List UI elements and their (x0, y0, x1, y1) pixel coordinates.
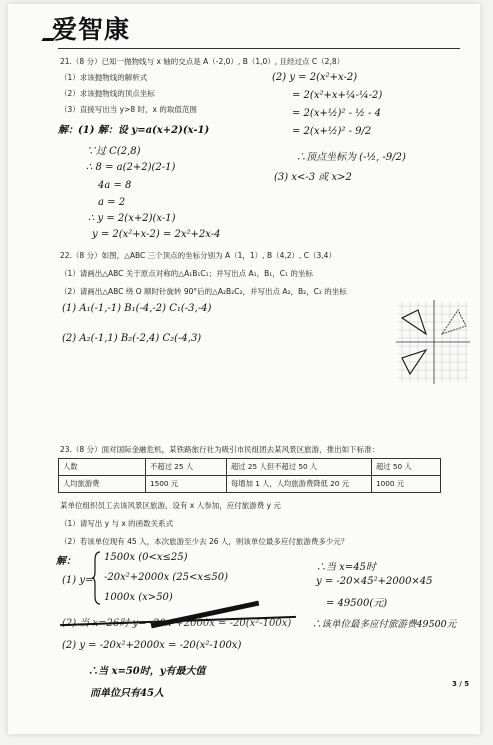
q22-hw-answer2: (2) A₂(-1,1) B₂(-2,4) C₂(-4,3) (62, 333, 202, 344)
table-cell: 超过 25 人但不超过 50 人 (227, 459, 372, 476)
table-cell: 不超过 25 人 (146, 459, 227, 476)
q23-hw-line: 解： (56, 556, 76, 567)
q22-sub1: （1）请画出△ABC 关于原点对称的△A₁B₁C₁；并写出点 A₁，B₁，C₁ 的坐标 (60, 269, 313, 278)
q23-hw-right: ∴该单位最多应付旅游费49500元 (312, 619, 457, 630)
q22-hw-answer1: (1) A₁(-1,-1) B₁(-4,-2) C₁(-3,-4) (62, 303, 212, 314)
q23-hw-line: ∴当 x=50时，y有最大值 (88, 666, 206, 677)
header-rule (58, 48, 460, 49)
q23-hw-struck-line: (2) 当 x=26时 y= -20x²+2000x = -20(x²-100x) (62, 618, 292, 629)
q23-sub1: （1）请写出 y 与 x 的函数关系式 (60, 519, 174, 528)
table-cell: 人数 (59, 459, 146, 476)
table-cell: 人均旅游费 (59, 476, 146, 493)
q21-hw-line: ∴ y = 2(x+2)(x-1) (88, 213, 176, 224)
q23-hw-right: ∴当 x=45时 (316, 562, 376, 573)
q21-hw-line: ∵过 C(2,8) (86, 146, 141, 157)
table-cell: 超过 50 人 (372, 459, 441, 476)
q21-sub1: （1）求该抛物线的解析式 (60, 73, 148, 82)
q21-hw-right: = 2(x²+x+¼-¼-2) (292, 90, 383, 101)
table-cell: 1500 元 (146, 476, 227, 493)
q21-hw-line: 4a = 8 (98, 180, 132, 191)
table-cell: 1000 元 (372, 476, 441, 493)
table-row (59, 476, 441, 493)
q23-note: 某单位组织员工去该风景区旅游，设有 x 人参加，应付旅游费 y 元 (60, 501, 281, 510)
q23-hw-line: (1) y= (62, 575, 94, 586)
table-cell: 每增加 1 人，人均旅游费降低 20 元 (227, 476, 372, 493)
q21-hw-right: ∴顶点坐标为 (-½, -9/2) (296, 152, 406, 163)
q22-title: 22.（8 分）如图，△ABC 三个顶点的坐标分别为 A（1，1）, B（4,2）, C（3,4） (60, 251, 336, 260)
q21-hw-line: a = 2 (98, 197, 126, 208)
fee-table (58, 458, 441, 493)
q21-sub2: （2）求该抛物线的顶点坐标 (60, 89, 155, 98)
q21-hw-right: (2) y = 2(x²+x-2) (272, 72, 358, 83)
q21-hw-right: (3) x<-3 或 x>2 (274, 172, 352, 183)
q23-title: 23.（8 分）面对国际金融危机，某铁路旅行社为吸引市民组团去某风景区旅游，推出如下标准： (60, 445, 380, 454)
q23-hw-right: = 49500(元) (326, 598, 388, 609)
page-number: 3 / 5 (452, 680, 470, 688)
q23-hw-line: -20x²+2000x (25<x≤50) (104, 572, 229, 583)
q21-sub3: （3）直接写出当 y>8 时，x 的取值范围 (60, 105, 197, 114)
coordinate-grid-figure (394, 298, 472, 386)
q21-hw-right: = 2(x+½)² - 9/2 (292, 126, 372, 137)
q21-hw-line: 解：(1) 解：设 y=a(x+2)(x-1) (58, 125, 210, 136)
table-row (59, 459, 441, 476)
q23-hw-right: y = -20×45²+2000×45 (316, 576, 433, 587)
q21-title: 21.（8 分）已知一抛物线与 x 轴的交点是 A（-2,0）, B（1,0）, 且经过点 C（2,8） (60, 57, 345, 66)
piecewise-brace (92, 550, 102, 606)
brand-logo: 爱智康 (52, 15, 131, 44)
q22-sub2: （2）请画出△ABC 绕 O 顺时针旋转 90°后的△A₂B₂C₂，并写出点 A₂，B₂，C₂ 的坐标 (60, 287, 347, 296)
q21-hw-line: y = 2(x²+x-2) = 2x²+2x-4 (92, 229, 221, 240)
q21-hw-line: ∴ 8 = a(2+2)(2-1) (86, 162, 176, 173)
q23-hw-line: (2) y = -20x²+2000x = -20(x²-100x) (62, 640, 242, 651)
q23-hw-line: 1000x (x>50) (104, 592, 173, 603)
q21-hw-right: = 2(x+½)² - ½ - 4 (292, 108, 381, 119)
q23-hw-line: 1500x (0<x≤25) (104, 552, 188, 563)
q23-hw-line: 而单位只有45人 (90, 688, 164, 699)
q23-sub2: （2）若该单位现有 45 人，本次旅游至少去 26 人，则该单位最多应付旅游费多少元？ (60, 537, 349, 546)
